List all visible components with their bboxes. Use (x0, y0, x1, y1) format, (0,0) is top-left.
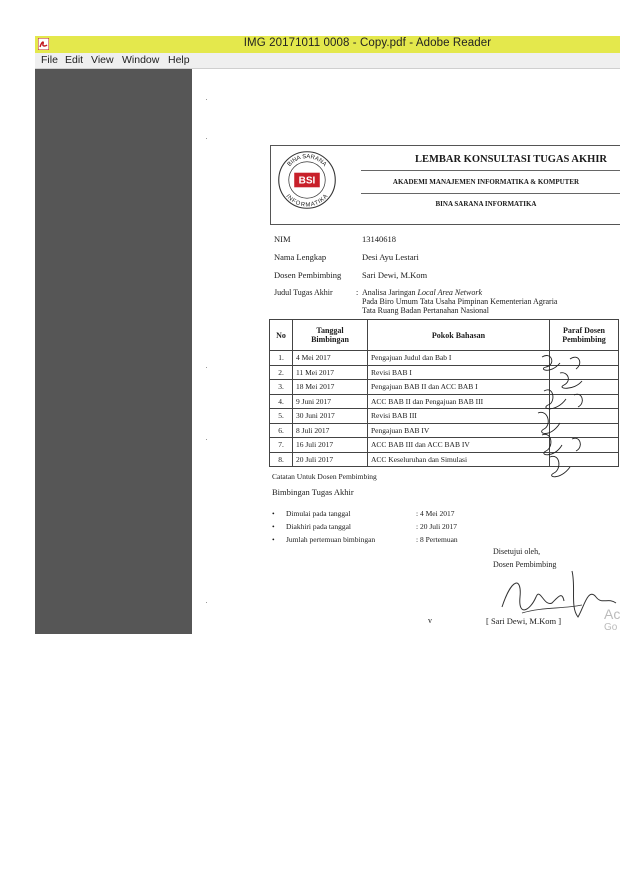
table-header-row (270, 320, 619, 351)
menu-bar (35, 53, 620, 69)
bullet-value: : 8 Pertemuan (416, 535, 458, 544)
catatan-text: Catatan Untuk Dosen Pembimbing (272, 472, 377, 481)
row-tanggal: 8 Juli 2017 (293, 423, 368, 438)
row-tanggal: 11 Mei 2017 (293, 365, 368, 380)
signatory-name: [ Sari Dewi, M.Kom ] (486, 616, 562, 626)
row-pokok: ACC Keseluruhan dan Simulasi (368, 452, 550, 467)
row-tanggal: 18 Mei 2017 (293, 380, 368, 395)
row-pokok: Pengajuan Judul dan Bab I (368, 351, 550, 366)
disetujui-text: Disetujui oleh, (493, 547, 541, 556)
row-pokok: ACC BAB III dan ACC BAB IV (368, 438, 550, 453)
scanned-document-page (192, 69, 620, 634)
header-tanggal-line1: Tanggal (316, 326, 344, 335)
header-paraf-line1: Paraf Dosen (563, 326, 605, 335)
row-tanggal: 30 Juni 2017 (293, 409, 368, 424)
activation-watermark (604, 607, 620, 634)
header-divider (361, 193, 620, 194)
header-divider (361, 170, 620, 171)
judul-label: Judul Tugas Akhir (274, 288, 333, 297)
row-tanggal: 4 Mei 2017 (293, 351, 368, 366)
header-tanggal (293, 320, 368, 351)
bimbingan-title: Bimbingan Tugas Akhir (272, 487, 354, 497)
scan-dot (206, 99, 207, 100)
bullet-value: : 4 Mei 2017 (416, 509, 455, 518)
bullet-item: • Jumlah pertemuan bimbingan : 8 Pertemuan (272, 535, 458, 544)
row-tanggal: 9 Juni 2017 (293, 394, 368, 409)
navigation-sidebar[interactable] (35, 69, 192, 634)
dosen-label: Dosen Pembimbing (274, 270, 342, 280)
row-tanggal: 20 Juli 2017 (293, 452, 368, 467)
watermark-line1: Ac (604, 606, 620, 622)
judul-line1-plain: Analisa Jaringan (362, 288, 418, 297)
judul-line1-italic: Local Area Network (417, 288, 482, 297)
scan-dot (206, 602, 207, 603)
menu-help[interactable]: Help (168, 54, 190, 66)
row-no: 6. (270, 423, 293, 438)
row-no: 1. (270, 351, 293, 366)
page-number: v (428, 616, 432, 625)
watermark-line2: Go (604, 622, 618, 633)
bullet-item: • Diakhiri pada tanggal : 20 Juli 2017 (272, 522, 458, 531)
menu-edit[interactable]: Edit (65, 54, 84, 66)
bullet-item: • Dimulai pada tanggal : 4 Mei 2017 (272, 509, 455, 518)
row-pokok: Revisi BAB III (368, 409, 550, 424)
row-no: 5. (270, 409, 293, 424)
nim-label: NIM (274, 234, 291, 244)
row-pokok: ACC BAB II dan Pengajuan BAB III (368, 394, 550, 409)
row-tanggal: 16 Juli 2017 (293, 438, 368, 453)
header-paraf (550, 320, 619, 351)
bullet-value: : 20 Juli 2017 (416, 522, 458, 531)
institution-name: AKADEMI MANAJEMEN INFORMATIKA & KOMPUTER (392, 178, 580, 186)
bullet-label: Dimulai pada tanggal (286, 509, 351, 518)
document-title: LEMBAR KONSULTASI TUGAS AKHIR (414, 154, 608, 165)
svg-text:INFORMATIKA: INFORMATIKA (284, 193, 330, 209)
dosen-pembimbing-text: Dosen Pembimbing (493, 560, 557, 569)
menu-view[interactable]: View (91, 54, 114, 66)
adobe-reader-window (35, 36, 620, 634)
handwritten-paraf-signatures (530, 351, 598, 485)
menu-file[interactable]: File (41, 54, 58, 66)
bsi-logo-icon (276, 149, 338, 211)
row-pokok: Pengajuan BAB IV (368, 423, 550, 438)
header-tanggal-line2: Bimbingan (311, 335, 349, 344)
scan-dot (206, 367, 207, 368)
judul-line3: Tata Ruang Badan Pertanahan Nasional (362, 306, 489, 315)
judul-line2: Pada Biro Umum Tata Usaha Pimpinan Kementerian Agraria (362, 297, 558, 306)
row-no: 4. (270, 394, 293, 409)
bullet-label: Jumlah pertemuan bimbingan (286, 535, 376, 544)
bullet-label: Diakhiri pada tanggal (286, 522, 351, 531)
window-title: IMG 20171011 0008 - Copy.pdf - Adobe Reader (243, 37, 492, 49)
scan-dot (206, 439, 207, 440)
judul-value (362, 288, 557, 315)
header-no: No (270, 320, 293, 351)
judul-colon: : (356, 288, 359, 297)
nama-label: Nama Lengkap (274, 252, 327, 262)
scan-dot (206, 138, 207, 139)
header-paraf-line2: Pembimbing (562, 335, 606, 344)
row-pokok: Revisi BAB I (368, 365, 550, 380)
svg-text:BINA SARANA: BINA SARANA (286, 154, 328, 168)
document-page-view[interactable] (192, 69, 620, 634)
header-pokok: Pokok Bahasan (368, 320, 550, 351)
nim-value: 13140618 (362, 234, 396, 244)
dosen-value: Sari Dewi, M.Kom (362, 270, 428, 280)
nama-value: Desi Ayu Lestari (362, 252, 419, 262)
row-no: 2. (270, 365, 293, 380)
menu-window[interactable]: Window (122, 54, 160, 66)
row-no: 8. (270, 452, 293, 467)
row-pokok: Pengajuan BAB II dan ACC BAB I (368, 380, 550, 395)
row-no: 7. (270, 438, 293, 453)
institution-subname: BINA SARANA INFORMATIKA (435, 200, 537, 208)
svg-text:BSI: BSI (298, 175, 316, 187)
row-no: 3. (270, 380, 293, 395)
title-bar (35, 36, 620, 53)
